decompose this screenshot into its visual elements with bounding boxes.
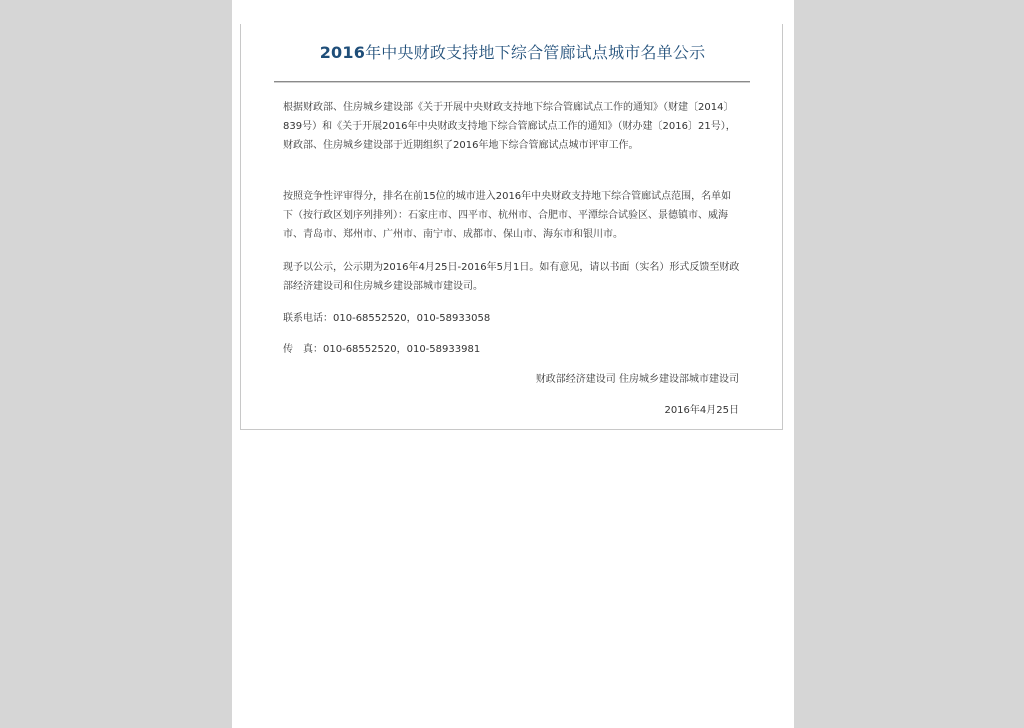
contact-phone: 联系电话：010-68552520，010-58933058 bbox=[283, 313, 491, 324]
paragraph-notice-period: 现予以公示，公示期为2016年4月25日-2016年5月1日。如有意见，请以书面（实名）形式反馈至财政部经济建设司和住房城乡建设部城市建设司。 bbox=[283, 262, 740, 292]
title-divider bbox=[274, 81, 750, 82]
title-text: 年中央财政支持地下综合管廊试点城市名单公示 bbox=[365, 43, 706, 62]
signature-date: 2016年4月25日 bbox=[664, 405, 739, 416]
signature-issuers: 财政部经济建设司 住房城乡建设部城市建设司 bbox=[535, 374, 739, 385]
paragraph-basis: 根据财政部、住房城乡建设部《关于开展中央财政支持地下综合管廊试点工作的通知》（财建〔2014〕839号）和《关于开展2016年中央财政支持地下综合管廊试点工作的通知》（财办建〔2016〕21号），财政部、住房城乡建设部于近期组织了2016年地下综合管廊试点城市评审工作。 bbox=[283, 102, 736, 151]
paragraph-city-list: 按照竞争性评审得分，排名在前15位的城市进入2016年中央财政支持地下综合管廊试点范围，名单如下（按行政区划序列排列）：石家庄市、四平市、杭州市、合肥市、平潭综合试验区、景德镇市、威海市、青岛市、郑州市、广州市、南宁市、成都市、保山市、海东市和银川市。 bbox=[283, 191, 732, 240]
contact-fax: 传 真：010-68552520，010-58933981 bbox=[283, 344, 481, 355]
document-page bbox=[232, 0, 794, 728]
document-frame bbox=[240, 24, 783, 430]
page-title bbox=[241, 40, 784, 63]
title-year: 2016 bbox=[319, 43, 366, 62]
